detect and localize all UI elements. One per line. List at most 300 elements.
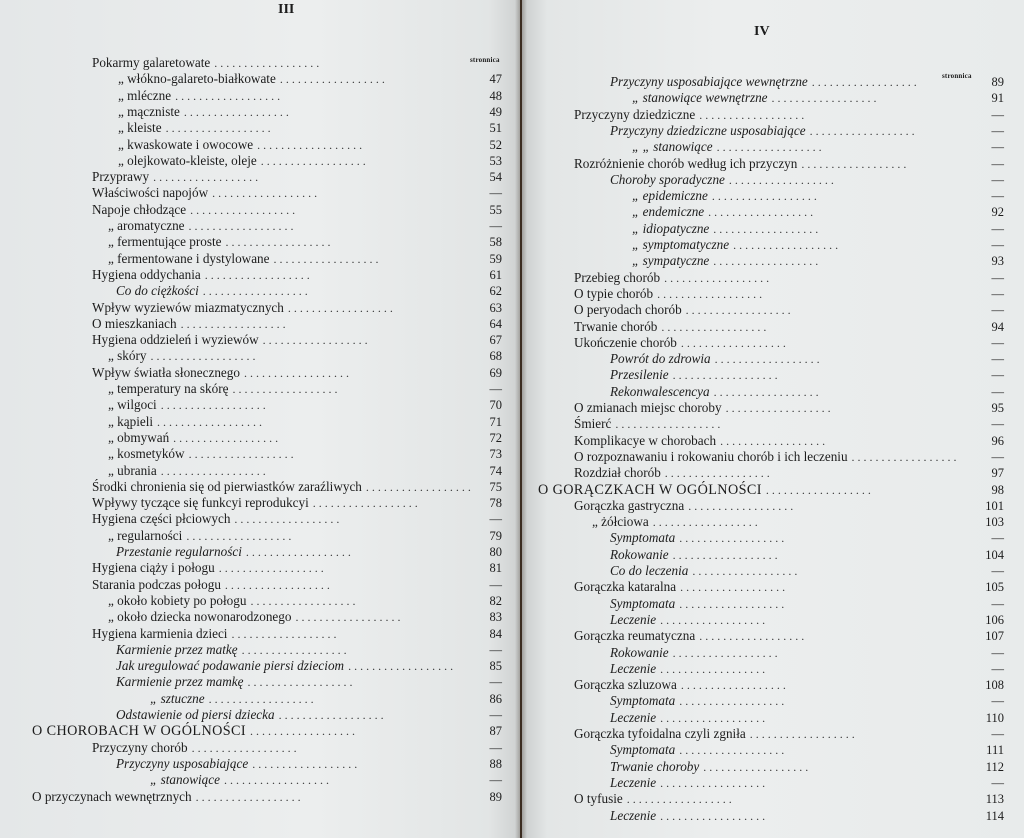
toc-entry-title: Hygiena oddychania <box>92 266 201 282</box>
toc-entry-title: „ wilgoci <box>108 397 157 413</box>
toc-entry-title: Symptomata <box>610 742 676 758</box>
toc-entry-title: „ sztuczne <box>150 690 205 706</box>
toc-entry-page-number: — <box>991 107 1004 122</box>
toc-entry-title: O typie chorób <box>574 285 654 301</box>
toc-entry-title: „ włókno-galareto-białkowate <box>118 71 276 87</box>
dot-leader: . . . . . . . . . . . . . . . . . . <box>716 140 822 155</box>
toc-entry <box>632 139 1004 155</box>
toc-entry <box>108 397 502 413</box>
toc-entry-page-number: — <box>489 512 502 527</box>
toc-entry <box>632 237 1004 253</box>
toc-entry-page-number: — <box>991 123 1004 138</box>
toc-entry-page-number: 78 <box>489 496 502 511</box>
toc-entry-title: Przebieg chorób <box>574 269 661 285</box>
dot-leader: . . . . . . . . . . . . . . . . . . <box>672 368 778 383</box>
toc-entry-title: Powrót do zdrowia <box>610 351 711 367</box>
dot-leader: . . . . . . . . . . . . . . . . . . <box>749 727 855 741</box>
toc-entry-title: Napoje chłodzące <box>92 201 187 217</box>
toc-entry-page-number: 98 <box>991 482 1004 497</box>
toc-entry <box>610 693 1004 709</box>
toc-entry-page-number: — <box>991 172 1004 187</box>
toc-entry-title: „ mléczne <box>118 87 172 103</box>
toc-entry <box>92 267 502 283</box>
toc-entry-page-number: — <box>489 382 502 396</box>
toc-entry-title: „ około kobiety po połogu <box>108 592 247 608</box>
toc-entry <box>574 465 1004 481</box>
toc-entry-page-number: 55 <box>489 202 502 217</box>
toc-entry-page-number: 75 <box>489 479 502 494</box>
toc-entry-title: Karmienie przez matkę <box>116 641 238 657</box>
dot-leader: . . . . . . . . . . . . . . . . . . <box>699 629 805 644</box>
dot-leader: . . . . . . . . . . . . . . . . . . <box>218 561 324 576</box>
dot-leader: . . . . . . . . . . . . . . . . . . <box>173 430 279 445</box>
toc-entry <box>92 300 502 316</box>
toc-entry <box>116 707 502 723</box>
toc-entry-title: O mieszkaniach <box>92 315 177 331</box>
dot-leader: . . . . . . . . . . . . . . . . . . <box>245 545 351 559</box>
toc-entry-page-number: 49 <box>489 104 502 119</box>
toc-entry <box>92 169 502 185</box>
toc-entry-page-number: 47 <box>489 72 502 87</box>
page-column-header: stronnica <box>942 72 972 80</box>
toc-entry-title: „ „ stanowiące <box>632 139 713 155</box>
dot-leader: . . . . . . . . . . . . . . . . . . <box>811 75 917 89</box>
toc-entry <box>108 528 502 544</box>
toc-entry-page-number: — <box>991 140 1004 155</box>
toc-entry <box>108 609 502 625</box>
toc-entry-title: „ kosmetyków <box>108 446 185 462</box>
dot-leader: . . . . . . . . . . . . . . . . . . <box>224 577 330 592</box>
page-roman-numeral: III <box>278 2 295 17</box>
toc-entry-title: Gorączka gastryczna <box>574 497 685 513</box>
toc-entry-title: Śmierć <box>574 416 612 432</box>
toc-entry <box>632 188 1004 204</box>
dot-leader: . . . . . . . . . . . . . . . . . . <box>247 675 353 690</box>
toc-entry <box>574 270 1004 286</box>
dot-leader: . . . . . . . . . . . . . . . . . . <box>278 708 384 722</box>
toc-entry <box>108 348 502 364</box>
toc-entry <box>574 726 1004 742</box>
toc-entry-title: Leczenie <box>610 774 657 790</box>
dot-leader: . . . . . . . . . . . . . . . . . . <box>223 773 329 788</box>
dot-leader: . . . . . . . . . . . . . . . . . . <box>720 433 826 448</box>
toc-entry-page-number: — <box>489 577 502 592</box>
dot-leader: . . . . . . . . . . . . . . . . . . <box>680 678 786 693</box>
toc-entry <box>32 789 502 805</box>
toc-entry <box>32 723 502 739</box>
toc-entry-title: Rekonwalescencya <box>610 383 710 399</box>
toc-entry-page-number: 84 <box>489 626 502 641</box>
dot-leader: . . . . . . . . . . . . . . . . . . <box>241 642 347 657</box>
toc-entry-page-number: — <box>489 773 502 788</box>
toc-entry <box>610 530 1004 546</box>
toc-entry <box>610 367 1004 383</box>
toc-entry-title: Co do ciężkości <box>116 283 199 299</box>
toc-entry-page-number: 54 <box>489 170 502 185</box>
toc-entry-title: „ idiopatyczne <box>632 220 710 236</box>
dot-leader: . . . . . . . . . . . . . . . . . . <box>208 691 314 706</box>
dot-leader: . . . . . . . . . . . . . . . . . . <box>180 316 286 331</box>
toc-entry-page-number: 82 <box>489 593 502 608</box>
toc-entry-title: Przyczyny chorób <box>92 739 188 755</box>
toc-entry <box>118 137 502 153</box>
toc-entry-page-number: 96 <box>991 433 1004 448</box>
toc-entry <box>610 710 1004 726</box>
toc-entry <box>610 172 1004 188</box>
toc-entry <box>632 253 1004 269</box>
toc-entry-title: „ fermentujące proste <box>108 234 222 250</box>
toc-entry-page-number: 86 <box>489 691 502 706</box>
toc-entry-title: „ kwaskowate i owocowe <box>118 136 254 152</box>
toc-entry-title: Trwanie choroby <box>610 758 700 774</box>
dot-leader: . . . . . . . . . . . . . . . . . . <box>257 137 363 152</box>
toc-entry-title: „ mączniste <box>118 103 180 119</box>
dot-leader: . . . . . . . . . . . . . . . . . . <box>679 596 785 611</box>
toc-entry-page-number: — <box>489 740 502 755</box>
dot-leader: . . . . . . . . . . . . . . . . . . <box>232 382 338 396</box>
toc-entry-title: Gorączka szluzowa <box>574 677 677 693</box>
dot-leader: . . . . . . . . . . . . . . . . . . <box>657 286 763 301</box>
dot-leader: . . . . . . . . . . . . . . . . . . <box>186 528 292 543</box>
dot-leader: . . . . . . . . . . . . . . . . . . <box>652 515 758 530</box>
toc-entry-title: „ obmywań <box>108 429 170 445</box>
toc-entry <box>118 104 502 120</box>
dot-leader: . . . . . . . . . . . . . . . . . . <box>708 205 814 220</box>
toc-entry <box>574 335 1004 351</box>
toc-entry-page-number: 58 <box>489 235 502 250</box>
dot-leader: . . . . . . . . . . . . . . . . . . <box>692 564 798 578</box>
dot-leader: . . . . . . . . . . . . . . . . . . <box>250 724 356 739</box>
toc-entry-page-number: — <box>991 221 1004 236</box>
dot-leader: . . . . . . . . . . . . . . . . . . <box>801 156 907 171</box>
toc-entry-page-number: 89 <box>991 75 1004 89</box>
toc-entry <box>92 365 502 381</box>
dot-leader: . . . . . . . . . . . . . . . . . . <box>713 384 819 399</box>
dot-leader: . . . . . . . . . . . . . . . . . . <box>711 189 817 204</box>
toc-entry-page-number: 68 <box>489 349 502 364</box>
dot-leader: . . . . . . . . . . . . . . . . . . <box>615 417 721 432</box>
toc-entry <box>610 596 1004 612</box>
toc-entry-title: Hygiena oddzieleń i wyziewów <box>92 332 259 348</box>
dot-leader: . . . . . . . . . . . . . . . . . . <box>273 251 379 266</box>
toc-entry-page-number: 69 <box>489 365 502 380</box>
toc-entry <box>610 547 1004 563</box>
toc-entry-title: Przestanie regularności <box>116 544 242 559</box>
toc-entry-page-number: 89 <box>489 789 502 804</box>
dot-leader: . . . . . . . . . . . . . . . . . . <box>260 153 366 168</box>
toc-entry <box>632 221 1004 237</box>
toc-entry-title: „ kleiste <box>118 120 162 136</box>
toc-entry-title: Rozdział chorób <box>574 465 661 481</box>
toc-entry-title: Przyczyny dziedziczne usposabiające <box>610 122 806 138</box>
toc-entry-page-number: 53 <box>489 153 502 168</box>
dot-leader: . . . . . . . . . . . . . . . . . . <box>660 612 766 627</box>
toc-entry <box>632 90 1004 106</box>
toc-entry <box>108 234 502 250</box>
toc-entry-title: Odstawienie od piersi dziecka <box>116 707 275 722</box>
toc-entry <box>574 579 1004 595</box>
toc-entry-page-number: — <box>991 270 1004 285</box>
toc-entry-page-number: 70 <box>489 398 502 413</box>
dot-leader: . . . . . . . . . . . . . . . . . . <box>664 466 770 481</box>
toc-entry <box>150 772 502 788</box>
dot-leader: . . . . . . . . . . . . . . . . . . <box>150 349 256 364</box>
toc-entry-title: „ stanowiące <box>150 772 220 788</box>
toc-entry-title: Gorączka kataralna <box>574 579 677 595</box>
toc-entry-title: Starania podczas połogu <box>92 576 221 592</box>
toc-entry-title: Hygiena części płciowych <box>92 511 231 527</box>
toc-entry-title: Wpływ światła słonecznego <box>92 364 240 380</box>
toc-entry-title: Symptomata <box>610 595 676 611</box>
toc-entry <box>610 74 1004 90</box>
right-page <box>522 0 1024 838</box>
toc-entry-page-number: 62 <box>489 284 502 299</box>
dot-leader: . . . . . . . . . . . . . . . . . . <box>243 365 349 380</box>
toc-entry-page-number: 95 <box>991 401 1004 415</box>
dot-leader: . . . . . . . . . . . . . . . . . . <box>660 808 766 823</box>
toc-entry-page-number: — <box>991 661 1004 676</box>
toc-entry-title: Jak uregulować podawanie piersi dzieciom <box>116 658 345 674</box>
toc-entry-title: „ epidemiczne <box>632 188 708 204</box>
toc-entry <box>116 658 502 674</box>
toc-entry <box>610 563 1004 579</box>
dot-leader: . . . . . . . . . . . . . . . . . . <box>153 170 259 185</box>
toc-entry-page-number: — <box>489 219 502 233</box>
dot-leader: . . . . . . . . . . . . . . . . . . <box>175 88 281 103</box>
toc-entry-title: Przyczyny dziedziczne <box>574 106 696 122</box>
toc-entry-title: Gorączka reumatyczna <box>574 628 696 644</box>
toc-entry <box>610 742 1004 758</box>
toc-entry <box>108 414 502 430</box>
toc-entry-page-number: — <box>489 675 502 690</box>
toc-entry-page-number: 97 <box>991 466 1004 481</box>
toc-entry-page-number: 88 <box>489 756 502 771</box>
dot-leader: . . . . . . . . . . . . . . . . . . <box>679 694 785 709</box>
toc-entry-page-number: 79 <box>489 528 502 543</box>
toc-entry-page-number: 72 <box>489 430 502 445</box>
toc-entry-title: Rokowanie <box>610 644 669 660</box>
toc-entry-title: Leczenie <box>610 660 657 676</box>
dot-leader: . . . . . . . . . . . . . . . . . . <box>190 202 296 217</box>
toc-entry <box>574 498 1004 514</box>
dot-leader: . . . . . . . . . . . . . . . . . . <box>699 107 805 122</box>
toc-entry-page-number: 107 <box>985 629 1004 644</box>
toc-entry <box>610 775 1004 791</box>
toc-entry-page-number: — <box>991 303 1004 318</box>
toc-entry-page-number: 74 <box>489 463 502 478</box>
dot-leader: . . . . . . . . . . . . . . . . . . <box>252 756 358 771</box>
toc-entry-title: O tyfusie <box>574 791 623 807</box>
dot-leader: . . . . . . . . . . . . . . . . . . <box>725 401 831 415</box>
toc-entry <box>574 319 1004 335</box>
toc-entry <box>574 416 1004 432</box>
dot-leader: . . . . . . . . . . . . . . . . . . <box>672 645 778 660</box>
toc-entry <box>92 626 502 642</box>
toc-entry-title: „ temperatury na skórę <box>108 381 229 396</box>
toc-entry <box>592 514 1004 530</box>
toc-entry-page-number: — <box>991 156 1004 171</box>
toc-entry-page-number: 94 <box>991 319 1004 334</box>
toc-entry-title: Hygiena ciąży i połogu <box>92 560 215 576</box>
dot-leader: . . . . . . . . . . . . . . . . . . <box>231 626 337 641</box>
dot-leader: . . . . . . . . . . . . . . . . . . <box>680 580 786 595</box>
toc-entry <box>574 107 1004 123</box>
dot-leader: . . . . . . . . . . . . . . . . . . <box>212 186 318 201</box>
toc-entry-page-number: 83 <box>489 610 502 625</box>
dot-leader: . . . . . . . . . . . . . . . . . . <box>183 104 289 119</box>
toc-entry-page-number: 113 <box>985 792 1004 807</box>
toc-entry <box>574 156 1004 172</box>
toc-entry <box>92 55 502 71</box>
toc-entry <box>116 642 502 658</box>
toc-entry <box>116 283 502 299</box>
toc-entry-page-number: — <box>991 286 1004 301</box>
dot-leader: . . . . . . . . . . . . . . . . . . <box>279 72 385 87</box>
toc-entry-title: O peryodach chorób <box>574 302 682 318</box>
toc-entry-page-number: 73 <box>489 447 502 462</box>
book-gutter <box>515 0 527 838</box>
dot-leader: . . . . . . . . . . . . . . . . . . <box>188 219 294 233</box>
toc-entry <box>610 384 1004 400</box>
toc-entry-page-number: 104 <box>985 547 1004 562</box>
toc-entry <box>118 120 502 136</box>
toc-entry-title: Choroby sporadyczne <box>610 171 725 187</box>
toc-entry <box>538 482 1004 498</box>
toc-entry-title: Karmienie przez mamkę <box>116 674 244 690</box>
toc-entry-page-number: 111 <box>986 743 1004 758</box>
toc-entry-page-number: 71 <box>489 414 502 429</box>
toc-entry-page-number: — <box>489 642 502 657</box>
toc-entry-title: Symptomata <box>610 693 676 709</box>
toc-entry-page-number: 48 <box>489 88 502 103</box>
toc-entry-page-number: 85 <box>489 659 502 674</box>
dot-leader: . . . . . . . . . . . . . . . . . . <box>160 463 266 478</box>
toc-entry <box>92 479 502 495</box>
toc-entry-page-number: 91 <box>991 91 1004 106</box>
toc-entry-title: „ symptomatyczne <box>632 237 730 252</box>
toc-entry-title: Przesilenie <box>610 367 669 383</box>
dot-leader: . . . . . . . . . . . . . . . . . . <box>191 740 297 755</box>
toc-entry-page-number: 93 <box>991 254 1004 269</box>
toc-entry-title: „ kąpieli <box>108 413 154 429</box>
toc-entry <box>92 495 502 511</box>
toc-entry-title: „ fermentowane i dystylowane <box>108 250 270 266</box>
dot-leader: . . . . . . . . . . . . . . . . . . <box>195 789 301 804</box>
toc-entry-title: „ sympatyczne <box>632 253 710 269</box>
dot-leader: . . . . . . . . . . . . . . . . . . <box>771 91 877 106</box>
toc-entry <box>610 123 1004 139</box>
dot-leader: . . . . . . . . . . . . . . . . . . <box>348 659 454 674</box>
dot-leader: . . . . . . . . . . . . . . . . . . <box>160 398 266 413</box>
toc-entry <box>118 153 502 169</box>
toc-entry-title: Wpływy tyczące się funkcyi reprodukcyi <box>92 495 309 511</box>
dot-leader: . . . . . . . . . . . . . . . . . . <box>188 447 294 462</box>
dot-leader: . . . . . . . . . . . . . . . . . . <box>157 414 263 429</box>
toc-entry-page-number: — <box>991 189 1004 204</box>
toc-entry <box>118 88 502 104</box>
toc-entry-page-number: — <box>991 352 1004 367</box>
toc-entry <box>92 185 502 201</box>
dot-leader: . . . . . . . . . . . . . . . . . . <box>660 775 766 790</box>
toc-entry <box>92 202 502 218</box>
toc-entry-title: Ukończenie chorób <box>574 334 677 350</box>
toc-entry <box>610 351 1004 367</box>
toc-entry-title: Leczenie <box>610 807 657 823</box>
dot-leader: . . . . . . . . . . . . . . . . . . <box>234 512 340 527</box>
toc-entry-title: „ olejkowato-kleiste, oleje <box>118 152 257 168</box>
toc-entry <box>610 645 1004 661</box>
toc-entry-page-number: — <box>991 238 1004 252</box>
dot-leader: . . . . . . . . . . . . . . . . . . <box>679 743 785 758</box>
dot-leader: . . . . . . . . . . . . . . . . . . <box>214 56 320 70</box>
toc-entry <box>574 302 1004 318</box>
toc-entry-page-number: 87 <box>489 724 502 739</box>
dot-leader: . . . . . . . . . . . . . . . . . . <box>664 270 770 285</box>
toc-entry <box>610 808 1004 824</box>
page-column-header: stronnica <box>470 56 500 64</box>
toc-entry-page-number: — <box>991 531 1004 546</box>
toc-entry <box>108 463 502 479</box>
dot-leader: . . . . . . . . . . . . . . . . . . <box>626 792 732 807</box>
dot-leader: . . . . . . . . . . . . . . . . . . <box>680 335 786 350</box>
toc-entry-title: Przyczyny usposabiające wewnętrzne <box>610 74 808 89</box>
toc-entry <box>574 628 1004 644</box>
toc-entry <box>574 449 1004 465</box>
toc-entry <box>116 674 502 690</box>
toc-entry <box>108 593 502 609</box>
toc-entry-page-number: — <box>991 335 1004 350</box>
toc-entry-page-number: — <box>991 694 1004 709</box>
toc-entry-title: O przyczynach wewnętrznych <box>32 788 192 804</box>
dot-leader: . . . . . . . . . . . . . . . . . . <box>713 254 819 269</box>
toc-entry-title: Rozróżnienie chorób według ich przyczyn <box>574 155 798 171</box>
toc-entry <box>108 430 502 446</box>
toc-entry-title: Komplikacye w chorobach <box>574 432 717 448</box>
toc-entry <box>108 251 502 267</box>
dot-leader: . . . . . . . . . . . . . . . . . . <box>204 267 310 282</box>
toc-entry-page-number: 103 <box>985 515 1004 530</box>
toc-entry-page-number: 92 <box>991 205 1004 220</box>
dot-leader: . . . . . . . . . . . . . . . . . . <box>661 319 767 334</box>
toc-entry-page-number: 101 <box>985 498 1004 513</box>
dot-leader: . . . . . . . . . . . . . . . . . . <box>733 238 839 252</box>
dot-leader: . . . . . . . . . . . . . . . . . . <box>685 303 791 318</box>
toc-entry <box>108 381 502 397</box>
toc-entry-page-number: — <box>991 368 1004 383</box>
dot-leader: . . . . . . . . . . . . . . . . . . <box>365 479 471 494</box>
toc-entry-title: Środki chronienia się od pierwiastków zaraźliwych <box>92 478 362 494</box>
toc-entry-title: O GORĄCZKACH W OGÓLNOŚCI <box>538 481 762 498</box>
toc-entry <box>92 560 502 576</box>
toc-entry <box>92 316 502 332</box>
toc-entry-title: „ żółciowa <box>592 514 649 530</box>
toc-entry-title: Trwanie chorób <box>574 318 658 334</box>
toc-entry-title: O rozpoznawaniu i rokowaniu chorób i ich leczeniu <box>574 448 848 464</box>
toc-entry-page-number: 108 <box>985 678 1004 693</box>
toc-entry-title: „ skóry <box>108 348 147 364</box>
toc-entry <box>610 612 1004 628</box>
toc-entry-title: O CHOROBACH W OGÓLNOŚCI <box>32 723 247 740</box>
toc-entry <box>574 433 1004 449</box>
toc-entry <box>574 400 1004 416</box>
dot-leader: . . . . . . . . . . . . . . . . . . <box>851 449 957 464</box>
toc-entry-page-number: — <box>991 596 1004 611</box>
toc-entry-title: Leczenie <box>610 611 657 627</box>
toc-entry <box>150 691 502 707</box>
toc-entry-page-number: — <box>991 449 1004 464</box>
toc-entry <box>118 71 502 87</box>
toc-entry-page-number: — <box>991 727 1004 741</box>
